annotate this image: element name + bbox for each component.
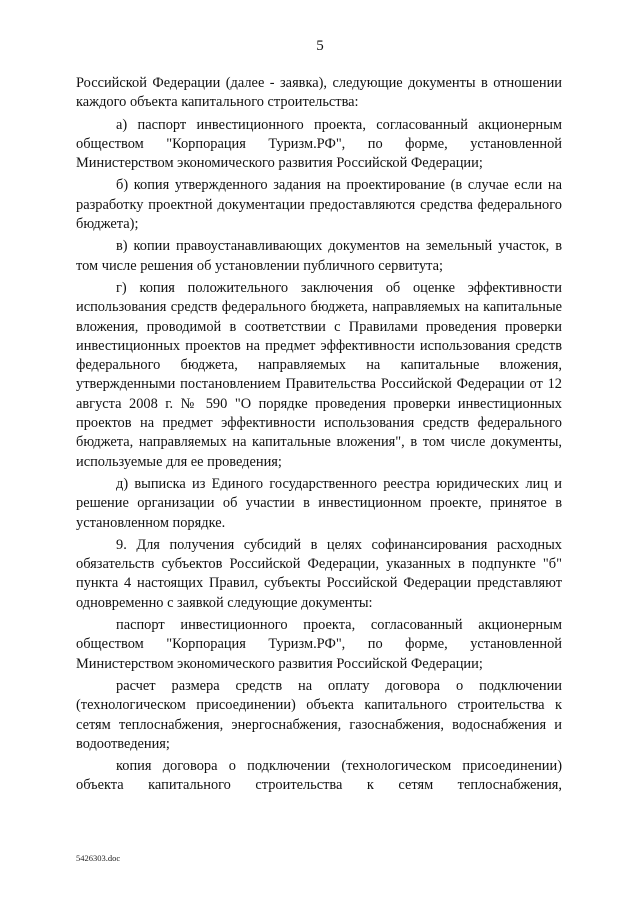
page-number: 5 (316, 38, 324, 54)
document-body (76, 74, 562, 796)
paragraph-item-a: а) паспорт инвестиционного проекта, согласованный акционерным обществом "Корпорация Туризм.РФ", по форме, установленной Министерством экономического развития Российской Федерации; (76, 116, 562, 172)
paragraph-item-v: в) копии правоустанавливающих документов на земельный участок, в том числе решения об установлении публичного сервитута; (76, 238, 562, 274)
paragraph-contract-copy: копия договора о подключении (технологическом присоединении) объекта капитального строительства к сетям теплоснабжения, (76, 758, 562, 794)
paragraph-clause-9: 9. Для получения субсидий в целях софинансирования расходных обязательств субъектов Российской Федерации, указанных в подпункте "б" пункта 4 настоящих Правил, субъекты Российской Федерации представляют одновременно с заявкой следующие документы: (76, 536, 562, 611)
paragraph-passport: паспорт инвестиционного проекта, согласованный акционерным обществом "Корпорация Туризм.РФ", по форме, установленной Министерством экономического развития Российской Федерации; (76, 617, 562, 672)
paragraph-item-g: г) копия положительного заключения об оценке эффективности использования средств федерального бюджета, направляемых на капитальные вложения, проводимой в соответствии с Правилами проведения проверки инвестиционных проектов на предмет эффективности использования средств федерального бюджета, направляемых на капитальные вложения, утвержденными постановлением Правительства Российской Федерации от 12 августа 2008 г. № 590 "О порядке проведения проверки инвестиционных проектов на предмет эффективности использования средств федерального бюджета, направляемых на капитальные вложения", в том числе документы, используемые для ее проведения; (76, 279, 562, 470)
paragraph-item-d: д) выписка из Единого государственного реестра юридических лиц и решение организации об участии в инвестиционном проекте, принятое в установленном порядке. (76, 475, 562, 531)
footer-filename: 5426303.doc (76, 853, 121, 863)
paragraph-calculation: расчет размера средств на оплату договора о подключении (технологическом присоединении) объекта капитального строительства к сетям теплоснабжения, энергоснабжения, газоснабжения, водоснабжения и водоотведения; (76, 677, 562, 752)
paragraph-item-b: б) копия утвержденного задания на проектирование (в случае если на разработку проектной документации предоставляются средства федерального бюджета); (76, 177, 562, 233)
paragraph-continuation: Российской Федерации (далее - заявка), следующие документы в отношении каждого объекта капитального строительства: (76, 75, 562, 111)
